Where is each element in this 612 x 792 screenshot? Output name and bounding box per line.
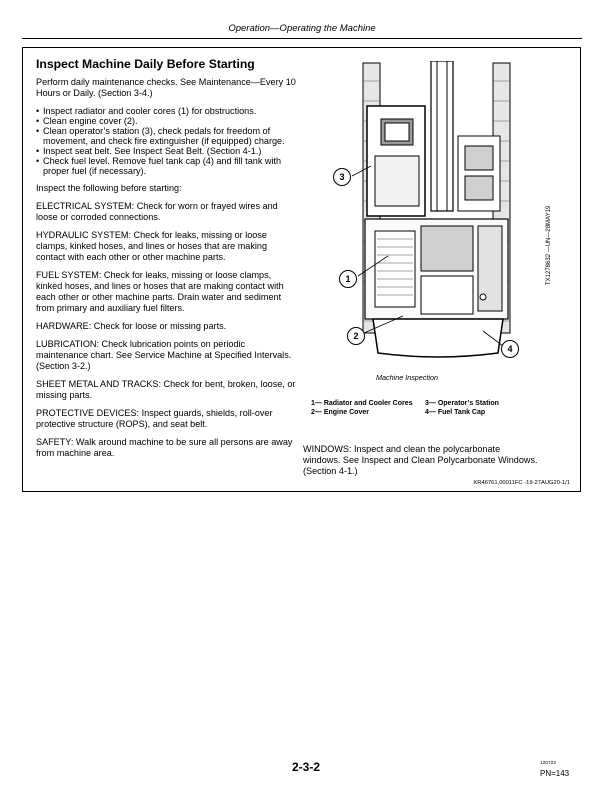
check-item-engine-cover: • Clean engine cover (2). (36, 116, 298, 126)
legend-item-2: 2— Engine Cover (311, 409, 369, 416)
section-heading: Inspect Machine Daily Before Starting (36, 57, 255, 71)
figure-code: TX1278632 —UN—28MAY19 (546, 205, 552, 285)
check-item-radiator: • Inspect radiator and cooler cores (1) for obstructions. (36, 106, 298, 116)
running-header (22, 20, 582, 39)
machine-inspection-figure (333, 61, 533, 361)
protective-paragraph: PROTECTIVE DEVICES: Inspect guards, shields, roll-over protective structure (ROPS), and seat belt. (36, 408, 273, 429)
callout-1: 1 (339, 270, 357, 288)
windows-paragraph: WINDOWS: Inspect and clean the polycarbonate windows. See Inspect and Clean Polycarbonate Windows. (Section 4-1.) (303, 444, 538, 476)
fuel-paragraph: FUEL SYSTEM: Check for leaks, missing or loose clamps, kinked hoses, and lines or hoses that are making contact with each other or other machine parts. Drain water and sediment from primary and auxiliary fuel filters. (36, 270, 284, 313)
lubrication-paragraph: LUBRICATION: Check lubrication points on periodic maintenance chart. See Service Machine at Specified Intervals. (Section 3-2.) (36, 339, 292, 371)
callout-3: 3 (333, 168, 351, 186)
content-box (22, 47, 581, 492)
legend-item-3: 3— Operator’s Station (425, 400, 499, 407)
text-column (36, 57, 298, 466)
lead-paragraph: Inspect the following before starting: (36, 183, 182, 193)
hardware-paragraph: HARDWARE: Check for loose or missing parts. (36, 321, 227, 331)
page-number: 2-3-2 (291, 760, 320, 774)
header-title: Operation—Operating the Machine (228, 23, 376, 34)
pn-number: PN=143 (540, 769, 570, 778)
machine-illustration (333, 61, 533, 361)
sheet-metal-paragraph: SHEET METAL AND TRACKS: Check for bent, broken, loose, or missing parts. (36, 379, 296, 400)
figure-caption: Machine Inspection (376, 373, 438, 382)
electrical-paragraph: ELECTRICAL SYSTEM: Check for worn or frayed wires and loose or corroded connections. (36, 201, 278, 222)
legend-item-1: 1— Radiator and Cooler Cores (311, 400, 413, 407)
hydraulic-paragraph: HYDRAULIC SYSTEM: Check for leaks, missing or loose clamps, kinked hoses, and lines or hoses that are making contact with each other or other machine parts. (36, 230, 268, 262)
legend-item-4: 4— Fuel Tank Cap (425, 409, 486, 416)
intro-paragraph: Perform daily maintenance checks. See Maintenance—Every 10 Hours or Daily. (Section 3-4.) (36, 77, 296, 98)
safety-paragraph: SAFETY: Walk around machine to be sure all persons are away from machine area. (36, 437, 293, 458)
check-item-seat-belt: • Inspect seat belt. See Inspect Seat Belt. (Section 4-1.) (36, 146, 298, 156)
check-item-fuel: • Check fuel level. Remove fuel tank cap (4) and fill tank with proper fuel (if necessary). (36, 156, 298, 176)
callout-4: 4 (501, 340, 519, 358)
reference-code: KR46761,00011FC -19-27AUG20-1/1 (473, 480, 570, 486)
check-item-operator-station: • Clean operator’s station (3), check pedals for freedom of movement, and check fire extinguisher (if equipped) charge. (36, 126, 298, 146)
callout-2: 2 (347, 327, 365, 345)
check-list (36, 106, 298, 176)
footer-code: 120722 (540, 761, 557, 766)
